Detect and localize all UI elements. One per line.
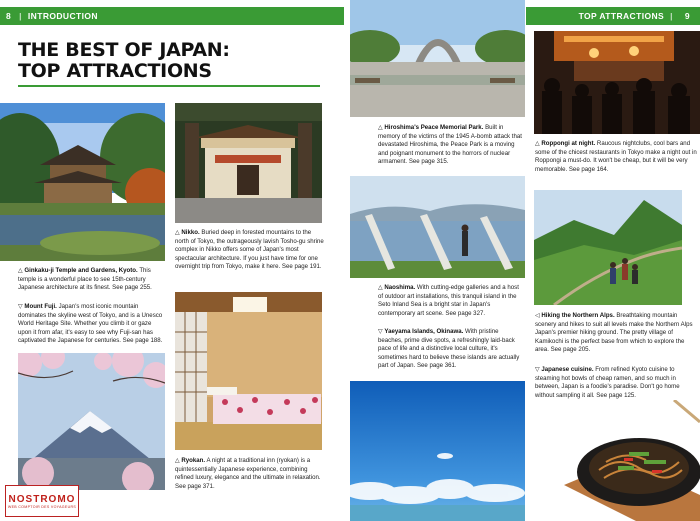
caption-ryokan — [175, 457, 325, 491]
caption-text: Buried deep in forested mountains to the north of Tokyo, the outrageously lavish Tosho-gu shrine complex in Nikko offers some of Japan's most spectacular architecture. If you just have time for one overnight trip from Tokyo, make it here. See page 191. — [175, 229, 324, 271]
yaeyama-photo — [350, 381, 525, 521]
caption-text: From refined Kyoto cuisine to steaming hot bowls of cheap ramen, and so much in between, Japan is a foodie's paradise. Don't go home without sampling it all. See page 125. — [535, 366, 680, 399]
caption-marker: △ — [535, 140, 540, 147]
caption-naoshima — [378, 284, 524, 318]
nikko-photo — [175, 103, 322, 223]
caption-text: With pristine beaches, prime dive spots, a refreshingly laid-back pace of life and a distinctive local culture, it's sometimes hard to believe these islands are actually part of Japan. See page 361. — [378, 328, 520, 370]
caption-title: Hiroshima's Peace Memorial Park. — [384, 124, 484, 131]
caption-title: Mount Fuji. — [24, 303, 57, 310]
page-title — [18, 40, 338, 82]
caption-japanese-cuisine — [535, 366, 697, 400]
caption-text: A night at a traditional inn (ryokan) is a quintessentially Japanese experience, combining refined luxury, elegance and the ultimate in relaxation. See page 371. — [175, 457, 321, 490]
caption-roppongi — [535, 140, 697, 174]
caption-marker: ◁ — [535, 312, 540, 319]
right-page-number: 9 — [684, 11, 690, 21]
japanese-cuisine-photo — [534, 400, 700, 521]
caption-marker: △ — [378, 124, 383, 131]
caption-title: Hiking the Northern Alps. — [541, 312, 615, 319]
right-header-bar — [526, 7, 700, 25]
caption-marker: △ — [175, 229, 180, 236]
caption-title: Naoshima. — [384, 284, 416, 291]
nostromo-watermark — [5, 485, 79, 517]
caption-mount-fuji — [18, 303, 163, 346]
caption-title: Nikko. — [181, 229, 200, 236]
caption-title: Ryokan. — [181, 457, 206, 464]
caption-text: This temple is a wonderful place to see 15th-century Japanese architecture at its finest. See page 255. — [18, 267, 152, 292]
caption-text: Built in memory of the victims of the 1945 A-bomb attack that devastated Hiroshima, the Peace Park is a moving and poignant monument to the horrors of nuclear armament. See page 315. — [378, 124, 522, 166]
caption-marker: △ — [175, 457, 180, 464]
header-separator: | — [670, 11, 673, 21]
page-title-line2: TOP ATTRACTIONS — [18, 60, 212, 82]
caption-ginkaku-ji — [18, 267, 163, 293]
title-rule — [18, 85, 320, 87]
caption-title: Japanese cuisine. — [541, 366, 594, 373]
northern-alps-photo — [534, 190, 682, 305]
caption-title: Roppongi at night. — [541, 140, 596, 147]
caption-marker: ▽ — [18, 303, 23, 310]
ginkaku-ji-photo — [0, 103, 165, 261]
header-separator: | — [19, 11, 22, 21]
naoshima-photo — [350, 176, 525, 278]
caption-northern-alps — [535, 312, 697, 355]
caption-marker: ▽ — [535, 366, 540, 373]
caption-marker: △ — [378, 284, 383, 291]
mount-fuji-photo — [18, 353, 165, 490]
caption-marker: ▽ — [378, 328, 383, 335]
left-page-number: 8 — [6, 11, 12, 21]
watermark-tagline: WEB COMPTOIR DES VOYAGEURS — [7, 504, 77, 509]
caption-nikko — [175, 229, 325, 272]
caption-hiroshima — [378, 124, 524, 167]
caption-text: Breathtaking mountain scenery and hikes to suit all levels make the Northern Alps Japan's premier hiking ground. The pretty village of Kamikochi is the perfect base from which to explore the area. See page 205. — [535, 312, 693, 354]
right-section-title: TOP ATTRACTIONS — [578, 11, 665, 21]
watermark-name: NOSTROMO — [8, 493, 76, 505]
caption-yaeyama — [378, 328, 524, 371]
caption-text: Raucous nightclubs, cool bars and some of the chicest restaurants in Tokyo make a night out in Roppongi a must-do. It won't be cheap, but it will be very memorable. See page 164. — [535, 140, 697, 173]
left-section-title: INTRODUCTION — [27, 11, 98, 21]
caption-title: Yaeyama Islands, Okinawa. — [384, 328, 464, 335]
hiroshima-photo — [350, 0, 525, 117]
caption-marker: △ — [18, 267, 23, 274]
roppongi-photo — [534, 31, 700, 134]
ryokan-photo — [175, 292, 322, 450]
caption-text: With cutting-edge galleries and a host of outdoor art installations, this tranquil island in the Seto Inland Sea is a bright star in Japan's contemporary art scene. See page 327. — [378, 284, 519, 317]
caption-title: Ginkaku-ji Temple and Gardens, Kyoto. — [24, 267, 138, 274]
page-title-line1: THE BEST OF JAPAN: — [18, 39, 230, 61]
left-header-bar — [0, 7, 344, 25]
caption-text: Japan's most iconic mountain dominates the skyline west of Tokyo, and is a Unesco World Heritage Site. Whether you climb it or gaze upon it from afar, it's easy to see why Fuji-san has captivated the Japanese for centuries. See page 188. — [18, 303, 163, 345]
